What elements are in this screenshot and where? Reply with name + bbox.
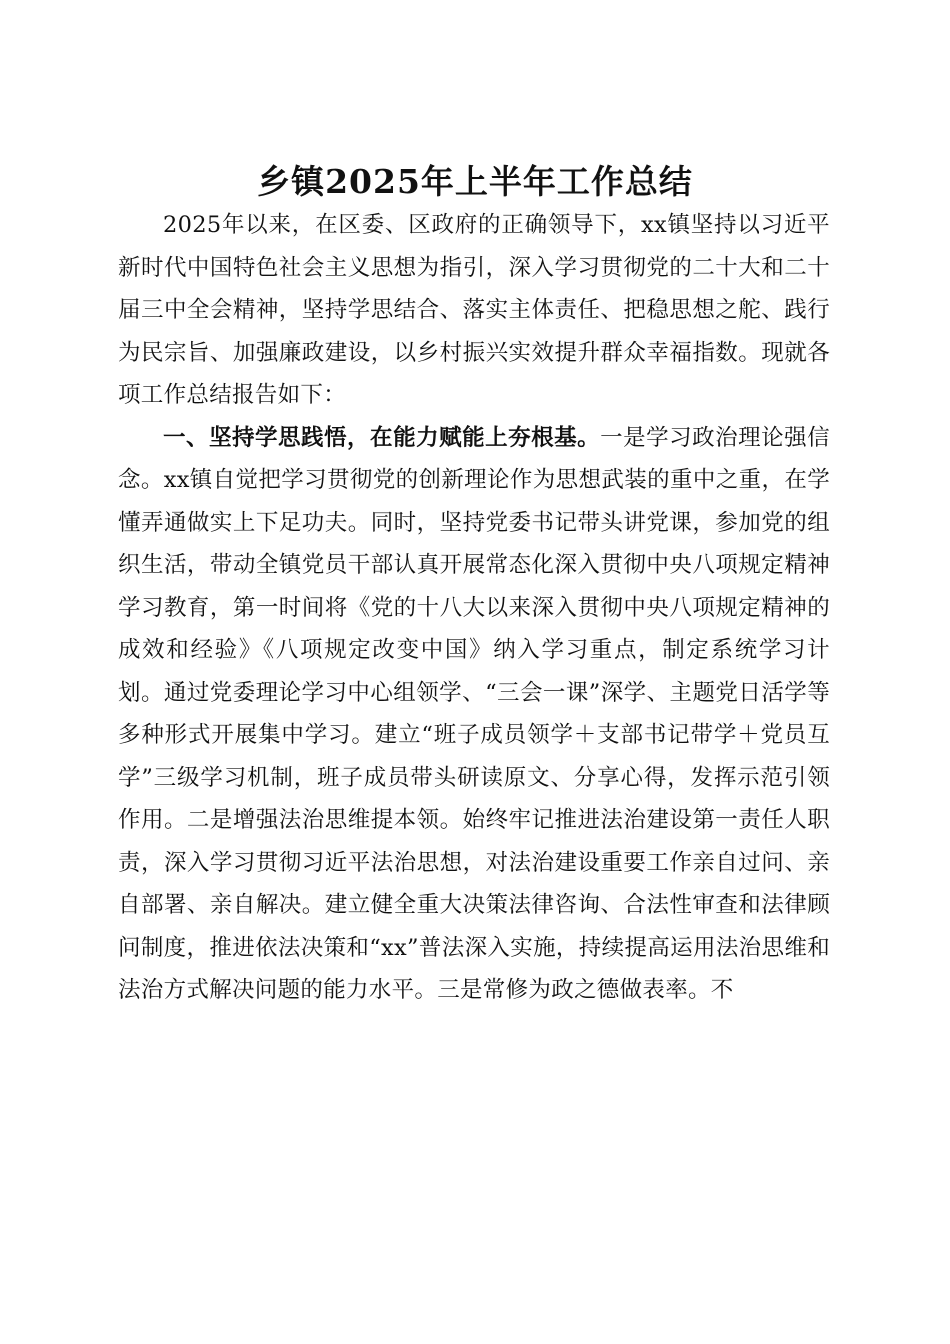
document-body [118,204,830,1012]
section-one-paragraph [118,417,830,1012]
document-title: 乡镇2025年上半年工作总结 [257,162,693,202]
intro-paragraph-text: 2025年以来，在区委、区政府的正确领导下，xx镇坚持以习近平新时代中国特色社会主义思想为指引，深入学习贯彻党的二十大和二十届三中全会精神，坚持学思结合、落实主体责任、把稳思想之舵、践行为民宗旨、加强廉政建设，以乡村振兴实效提升群众幸福指数。现就各项工作总结报告如下： [118,212,830,408]
intro-paragraph [118,204,830,417]
section-one-heading: 一、坚持学思践悟，在能力赋能上夯根基。 [163,424,601,451]
section-one-text: 一是学习政治理论强信念。xx镇自觉把学习贯彻党的创新理论作为思想武装的重中之重，在学懂弄通做实上下足功夫。同时，坚持党委书记带头讲党课，参加党的组织生活，带动全镇党员干部认真开展常态化深入贯彻中央八项规定精神学习教育，第一时间将《党的十八大以来深入贯彻中央八项规定精神的成效和经验》《八项规定改变中国》纳入学习重点，制定系统学习计划。通过党委理论学习中心组领学、“三会一课”深学、主题党日活学等多种形式开展集中学习。建立“班子成员领学＋支部书记带学＋党员互学”三级学习机制，班子成员带头研读原文、分享心得，发挥示范引领作用。二是增强法治思维提本领。始终牢记推进法治建设第一责任人职责，深入学习贯彻习近平法治思想，对法治建设重要工作亲自过问、亲自部署、亲自解决。建立健全重大决策法律咨询、合法性审查和法律顾问制度，推进依法决策和“xx”普法深入实施，持续提高运用法治思维和法治方式解决问题的能力水平。三是常修为政之德做表率。不 [118,424,830,1003]
